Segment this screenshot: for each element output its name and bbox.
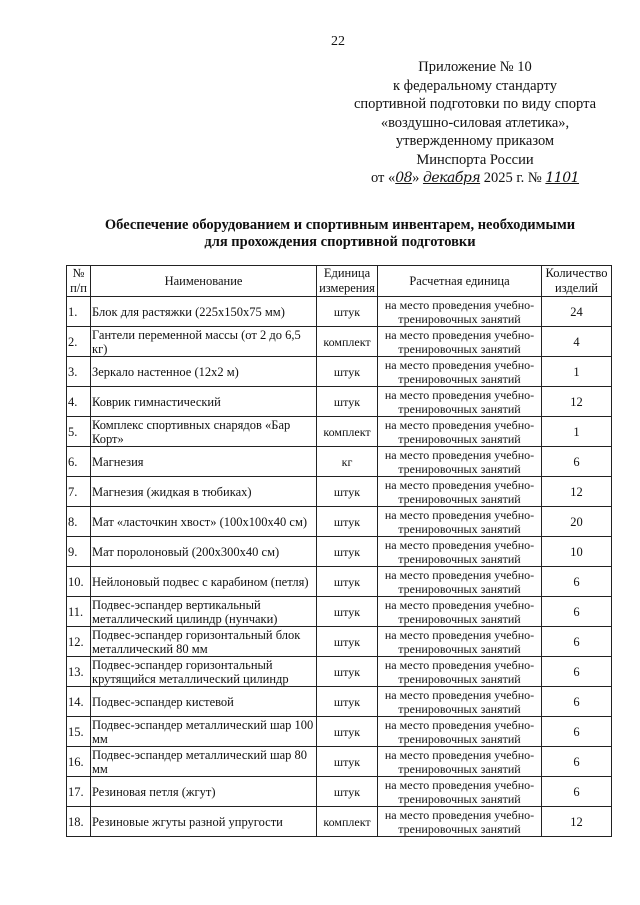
quantity: 1	[542, 417, 612, 447]
item-name: Подвес-эспандер металлический шар 100 мм	[91, 717, 317, 747]
appendix-line: спортивной подготовки по виду спорта	[353, 96, 597, 112]
item-name: Мат «ласточкин хвост» (100х100х40 см)	[91, 507, 317, 537]
table-row	[67, 477, 612, 507]
quantity: 12	[542, 807, 612, 837]
page-number: 22	[331, 34, 345, 49]
item-name: Резиновая петля (жгут)	[91, 777, 317, 807]
item-name: Резиновые жгуты разной упругости	[91, 807, 317, 837]
appendix-line: утвержденному приказом	[395, 133, 555, 149]
header-unit: Единица измерения	[317, 266, 378, 297]
table-row	[67, 537, 612, 567]
unit-of-measure: комплект	[317, 807, 378, 837]
unit-of-measure: штук	[317, 387, 378, 417]
calculation-unit: на место проведения учебно-тренировочных занятий	[378, 627, 542, 657]
table-row	[67, 657, 612, 687]
quantity: 4	[542, 327, 612, 357]
document-title	[70, 217, 610, 251]
table-row	[67, 297, 612, 327]
table-row	[67, 597, 612, 627]
unit-of-measure: штук	[317, 567, 378, 597]
appendix-line: Приложение № 10	[418, 59, 532, 75]
quantity: 6	[542, 717, 612, 747]
quantity: 6	[542, 447, 612, 477]
quantity: 6	[542, 627, 612, 657]
table-row	[67, 567, 612, 597]
table-row	[67, 717, 612, 747]
date-year: 2025 г. №	[480, 170, 546, 186]
calculation-unit: на место проведения учебно-тренировочных занятий	[378, 327, 542, 357]
unit-of-measure: штук	[317, 477, 378, 507]
row-number: 15.	[67, 717, 91, 747]
item-name: Подвес-эспандер горизонтальный блок металлический 80 мм	[91, 627, 317, 657]
item-name: Комплекс спортивных снарядов «Бар Корт»	[91, 417, 317, 447]
header-num: № п/п	[67, 266, 91, 297]
calculation-unit: на место проведения учебно-тренировочных занятий	[378, 747, 542, 777]
table-row	[67, 417, 612, 447]
handwritten-order-number: 1101	[545, 170, 580, 186]
quantity: 12	[542, 387, 612, 417]
item-name: Гантели переменной массы (от 2 до 6,5 кг)	[91, 327, 317, 357]
item-name: Подвес-эспандер горизонтальный крутящийся металлический цилиндр	[91, 657, 317, 687]
calculation-unit: на место проведения учебно-тренировочных занятий	[378, 357, 542, 387]
calculation-unit: на место проведения учебно-тренировочных занятий	[378, 537, 542, 567]
equipment-table	[66, 265, 612, 837]
row-number: 11.	[67, 597, 91, 627]
calculation-unit: на место проведения учебно-тренировочных занятий	[378, 297, 542, 327]
table-row	[67, 387, 612, 417]
quantity: 12	[542, 477, 612, 507]
table-row	[67, 357, 612, 387]
item-name: Зеркало настенное (12х2 м)	[91, 357, 317, 387]
unit-of-measure: штук	[317, 537, 378, 567]
unit-of-measure: штук	[317, 297, 378, 327]
unit-of-measure: штук	[317, 687, 378, 717]
table-header-row	[67, 266, 612, 297]
appendix-line: к федеральному стандарту	[393, 77, 557, 94]
unit-of-measure: кг	[317, 447, 378, 477]
header-calc: Расчетная единица	[378, 266, 542, 297]
item-name: Магнезия (жидкая в тюбиках)	[91, 477, 317, 507]
row-number: 9.	[67, 537, 91, 567]
calculation-unit: на место проведения учебно-тренировочных занятий	[378, 687, 542, 717]
unit-of-measure: штук	[317, 777, 378, 807]
header-qty: Количество изделий	[542, 266, 612, 297]
quantity: 10	[542, 537, 612, 567]
row-number: 16.	[67, 747, 91, 777]
unit-of-measure: штук	[317, 717, 378, 747]
table-row	[67, 747, 612, 777]
row-number: 12.	[67, 627, 91, 657]
unit-of-measure: штук	[317, 597, 378, 627]
quantity: 6	[542, 567, 612, 597]
unit-of-measure: штук	[317, 627, 378, 657]
quantity: 6	[542, 747, 612, 777]
row-number: 2.	[67, 327, 91, 357]
table-row	[67, 777, 612, 807]
unit-of-measure: штук	[317, 507, 378, 537]
quantity: 6	[542, 657, 612, 687]
appendix-line: Минспорта России	[416, 151, 534, 168]
table-row	[67, 807, 612, 837]
table-row	[67, 507, 612, 537]
quantity: 6	[542, 597, 612, 627]
quantity: 20	[542, 507, 612, 537]
header-name: Наименование	[91, 266, 317, 297]
row-number: 8.	[67, 507, 91, 537]
calculation-unit: на место проведения учебно-тренировочных занятий	[378, 507, 542, 537]
row-number: 1.	[67, 297, 91, 327]
date-mid: »	[412, 170, 423, 186]
calculation-unit: на место проведения учебно-тренировочных занятий	[378, 447, 542, 477]
unit-of-measure: комплект	[317, 417, 378, 447]
row-number: 5.	[67, 417, 91, 447]
item-name: Подвес-эспандер вертикальный металлический цилиндр (нунчаки)	[91, 597, 317, 627]
row-number: 10.	[67, 567, 91, 597]
item-name: Подвес-эспандер металлический шар 80 мм	[91, 747, 317, 777]
order-date-line	[340, 169, 610, 188]
row-number: 7.	[67, 477, 91, 507]
item-name: Нейлоновый подвес с карабином (петля)	[91, 567, 317, 597]
item-name: Магнезия	[91, 447, 317, 477]
row-number: 17.	[67, 777, 91, 807]
quantity: 24	[542, 297, 612, 327]
table-row	[67, 627, 612, 657]
item-name: Коврик гимнастический	[91, 387, 317, 417]
table-row	[67, 447, 612, 477]
row-number: 4.	[67, 387, 91, 417]
handwritten-month: декабря	[422, 170, 481, 186]
unit-of-measure: штук	[317, 747, 378, 777]
unit-of-measure: комплект	[317, 327, 378, 357]
quantity: 1	[542, 357, 612, 387]
table-row	[67, 687, 612, 717]
appendix-header	[340, 58, 610, 188]
row-number: 6.	[67, 447, 91, 477]
quantity: 6	[542, 687, 612, 717]
item-name: Блок для растяжки (225х150х75 мм)	[91, 297, 317, 327]
row-number: 13.	[67, 657, 91, 687]
title-line-1: Обеспечение оборудованием и спортивным инвентарем, необходимыми	[104, 217, 576, 233]
row-number: 3.	[67, 357, 91, 387]
row-number: 18.	[67, 807, 91, 837]
unit-of-measure: штук	[317, 357, 378, 387]
calculation-unit: на место проведения учебно-тренировочных занятий	[378, 807, 542, 837]
item-name: Мат поролоновый (200х300х40 см)	[91, 537, 317, 567]
title-line-2: для прохождения спортивной подготовки	[204, 234, 476, 250]
quantity: 6	[542, 777, 612, 807]
calculation-unit: на место проведения учебно-тренировочных занятий	[378, 597, 542, 627]
item-name: Подвес-эспандер кистевой	[91, 687, 317, 717]
calculation-unit: на место проведения учебно-тренировочных занятий	[378, 387, 542, 417]
appendix-line: «воздушно-силовая атлетика»,	[380, 114, 570, 131]
calculation-unit: на место проведения учебно-тренировочных занятий	[378, 657, 542, 687]
unit-of-measure: штук	[317, 657, 378, 687]
calculation-unit: на место проведения учебно-тренировочных занятий	[378, 717, 542, 747]
handwritten-day: 08	[395, 170, 413, 186]
calculation-unit: на место проведения учебно-тренировочных занятий	[378, 477, 542, 507]
calculation-unit: на место проведения учебно-тренировочных занятий	[378, 777, 542, 807]
calculation-unit: на место проведения учебно-тренировочных занятий	[378, 417, 542, 447]
date-prefix: от «	[370, 170, 396, 186]
row-number: 14.	[67, 687, 91, 717]
table-row	[67, 327, 612, 357]
calculation-unit: на место проведения учебно-тренировочных занятий	[378, 567, 542, 597]
